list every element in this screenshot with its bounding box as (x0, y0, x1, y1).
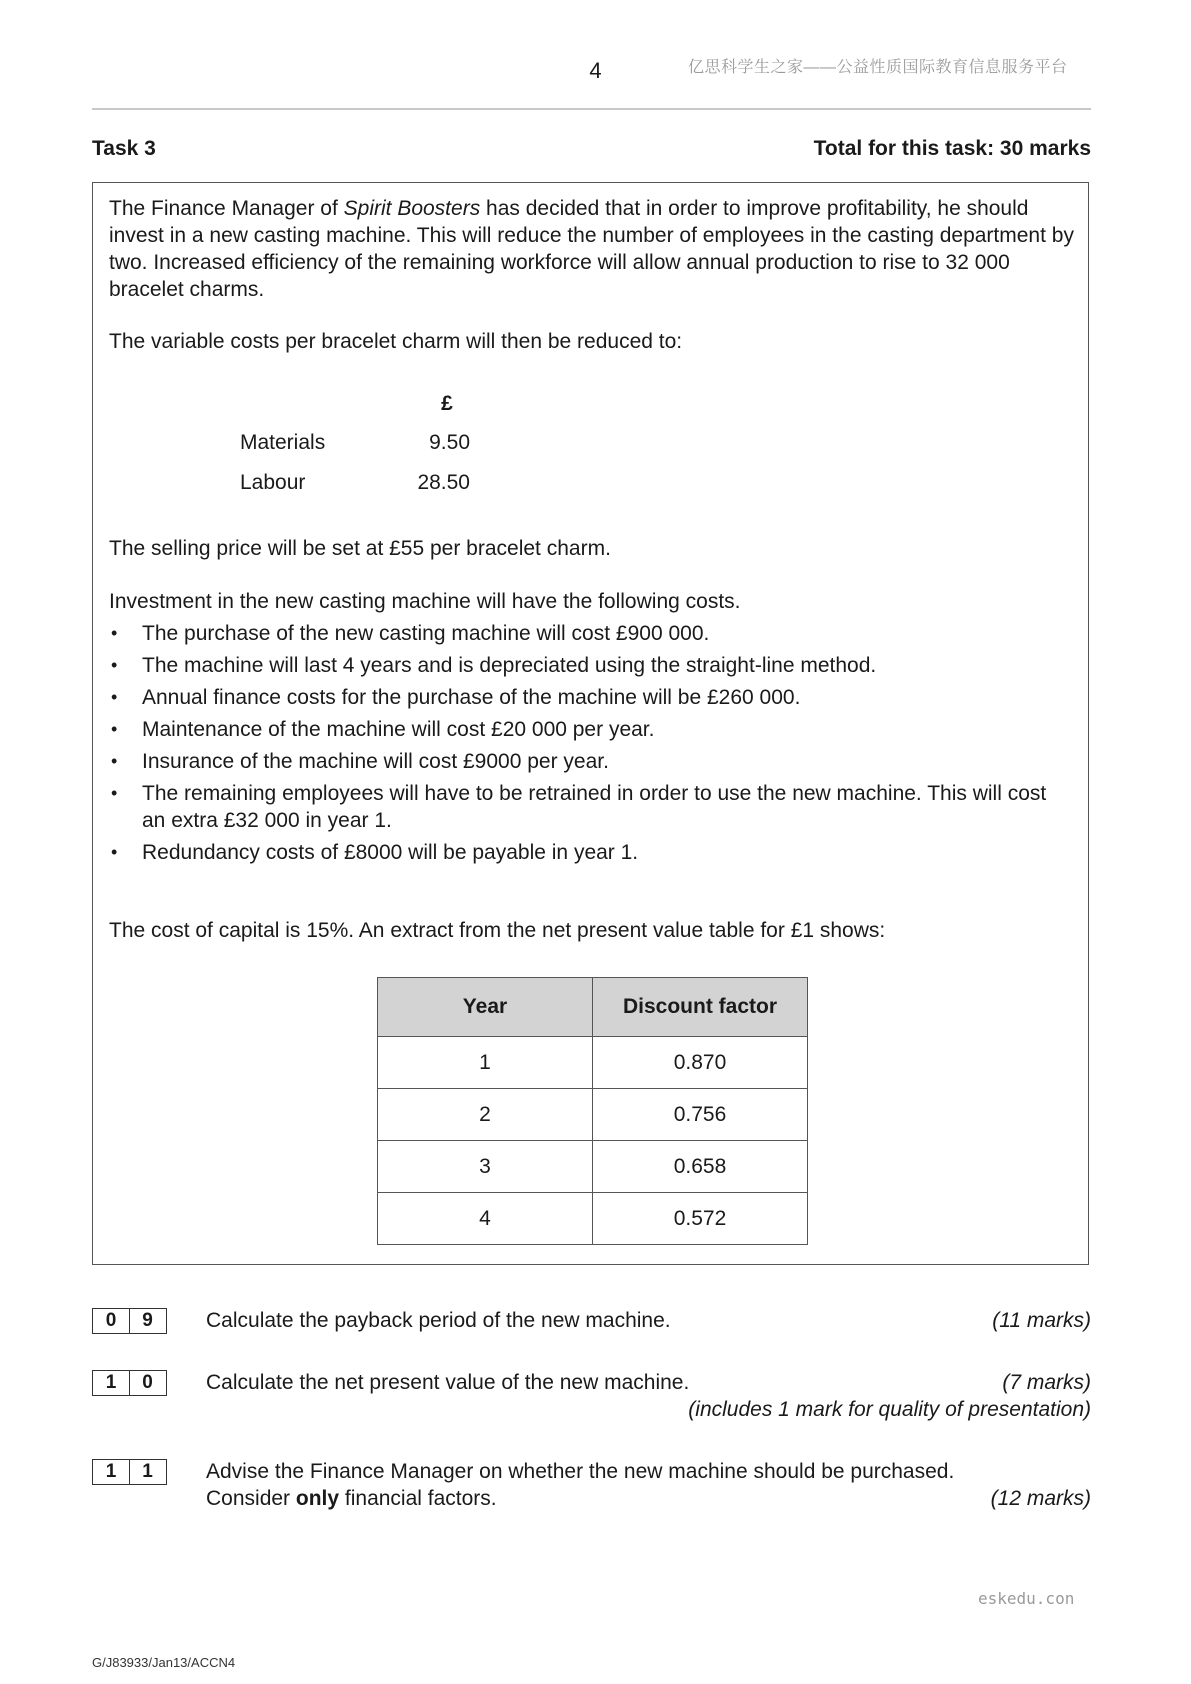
table-row (378, 1141, 808, 1193)
column-header-year: Year (378, 978, 593, 1037)
npv-table (377, 977, 808, 1245)
question-text-09: Calculate the payback period of the new machine. (206, 1309, 671, 1332)
column-header-discount-factor: Discount factor (593, 978, 808, 1037)
paper-code: G/J83933/Jan13/ACCN4 (92, 1655, 236, 1670)
question-digit: 0 (92, 1308, 130, 1334)
question-number-09 (92, 1308, 165, 1334)
page-number: 4 (589, 58, 602, 83)
list-item: • The purchase of the new casting machine will cost £900 000. (109, 620, 1069, 647)
investment-intro: Investment in the new casting machine will have the following costs. (109, 590, 741, 613)
question-digit: 1 (92, 1459, 130, 1485)
list-item: • The machine will last 4 years and is depreciated using the straight-line method. (109, 652, 1069, 679)
task-total-marks: Total for this task: 30 marks (813, 137, 1091, 160)
list-item: • Annual finance costs for the purchase of the machine will be £260 000. (109, 684, 1069, 711)
question-line: Advise the Finance Manager on whether the new machine should be purchased. (206, 1460, 955, 1483)
discount-factor-cell: 0.756 (593, 1089, 808, 1141)
discount-factor-cell: 0.658 (593, 1141, 808, 1193)
year-cell: 2 (378, 1089, 593, 1141)
table-row (378, 1037, 808, 1089)
question-number-10 (92, 1370, 165, 1396)
variable-costs-intro: The variable costs per bracelet charm will then be reduced to: (109, 330, 683, 353)
question-digit: 9 (129, 1308, 167, 1334)
cost-of-capital: The cost of capital is 15%. An extract from the net present value table for £1 shows: (109, 919, 886, 942)
question-digit: 1 (92, 1370, 130, 1396)
year-cell: 1 (378, 1037, 593, 1089)
marks-note: (includes 1 mark for quality of presentation) (688, 1398, 1091, 1421)
year-cell: 4 (378, 1193, 593, 1245)
cost-label: Labour (240, 471, 306, 494)
cost-label: Materials (240, 431, 326, 454)
question-marks-11: (12 marks) (990, 1487, 1091, 1510)
scenario-intro: The Finance Manager of Spirit Boosters has decided that in order to improve profitability, he should invest in a new casting machine. This will reduce the number of employees in the casting department by two. Increased efficiency of the remaining workforce will allow annual production to rise to 32 000 bracelet charms. (109, 197, 1074, 301)
question-marks-10 (688, 1369, 1091, 1423)
discount-factor-cell: 0.572 (593, 1193, 808, 1245)
list-item: • Maintenance of the machine will cost £20 000 per year. (109, 716, 1069, 743)
cost-value: 9.50 (429, 431, 470, 454)
question-text-10: Calculate the net present value of the new machine. (206, 1371, 690, 1394)
header-rule (92, 108, 1091, 110)
cost-value: 28.50 (417, 471, 470, 494)
selling-price: The selling price will be set at £55 per bracelet charm. (109, 537, 611, 560)
question-marks-09: (11 marks) (992, 1309, 1091, 1332)
year-cell: 3 (378, 1141, 593, 1193)
table-header-row (378, 978, 808, 1037)
table-row (378, 1193, 808, 1245)
company-name: Spirit Boosters (343, 197, 481, 220)
header-watermark: 亿思科学生之家——公益性质国际教育信息服务平台 (688, 59, 1068, 76)
question-number-11 (92, 1459, 165, 1485)
question-digit: 1 (129, 1459, 167, 1485)
list-item: • The remaining employees will have to be retrained in order to use the new machine. This will cost an extra £32 000 in year 1. (109, 780, 1069, 834)
investment-costs-list (109, 620, 1069, 871)
list-item: • Redundancy costs of £8000 will be payable in year 1. (109, 839, 1069, 866)
discount-factor-cell: 0.870 (593, 1037, 808, 1089)
question-digit: 0 (129, 1370, 167, 1396)
table-row (378, 1089, 808, 1141)
task-title: Task 3 (92, 137, 156, 160)
marks-value: (7 marks) (1002, 1371, 1091, 1394)
list-item: • Insurance of the machine will cost £9000 per year. (109, 748, 1069, 775)
question-text-11 (206, 1458, 954, 1512)
question-line: Consider only financial factors. (206, 1487, 497, 1510)
currency-header: £ (441, 392, 453, 415)
footer-watermark: eskedu.con (978, 1589, 1075, 1608)
